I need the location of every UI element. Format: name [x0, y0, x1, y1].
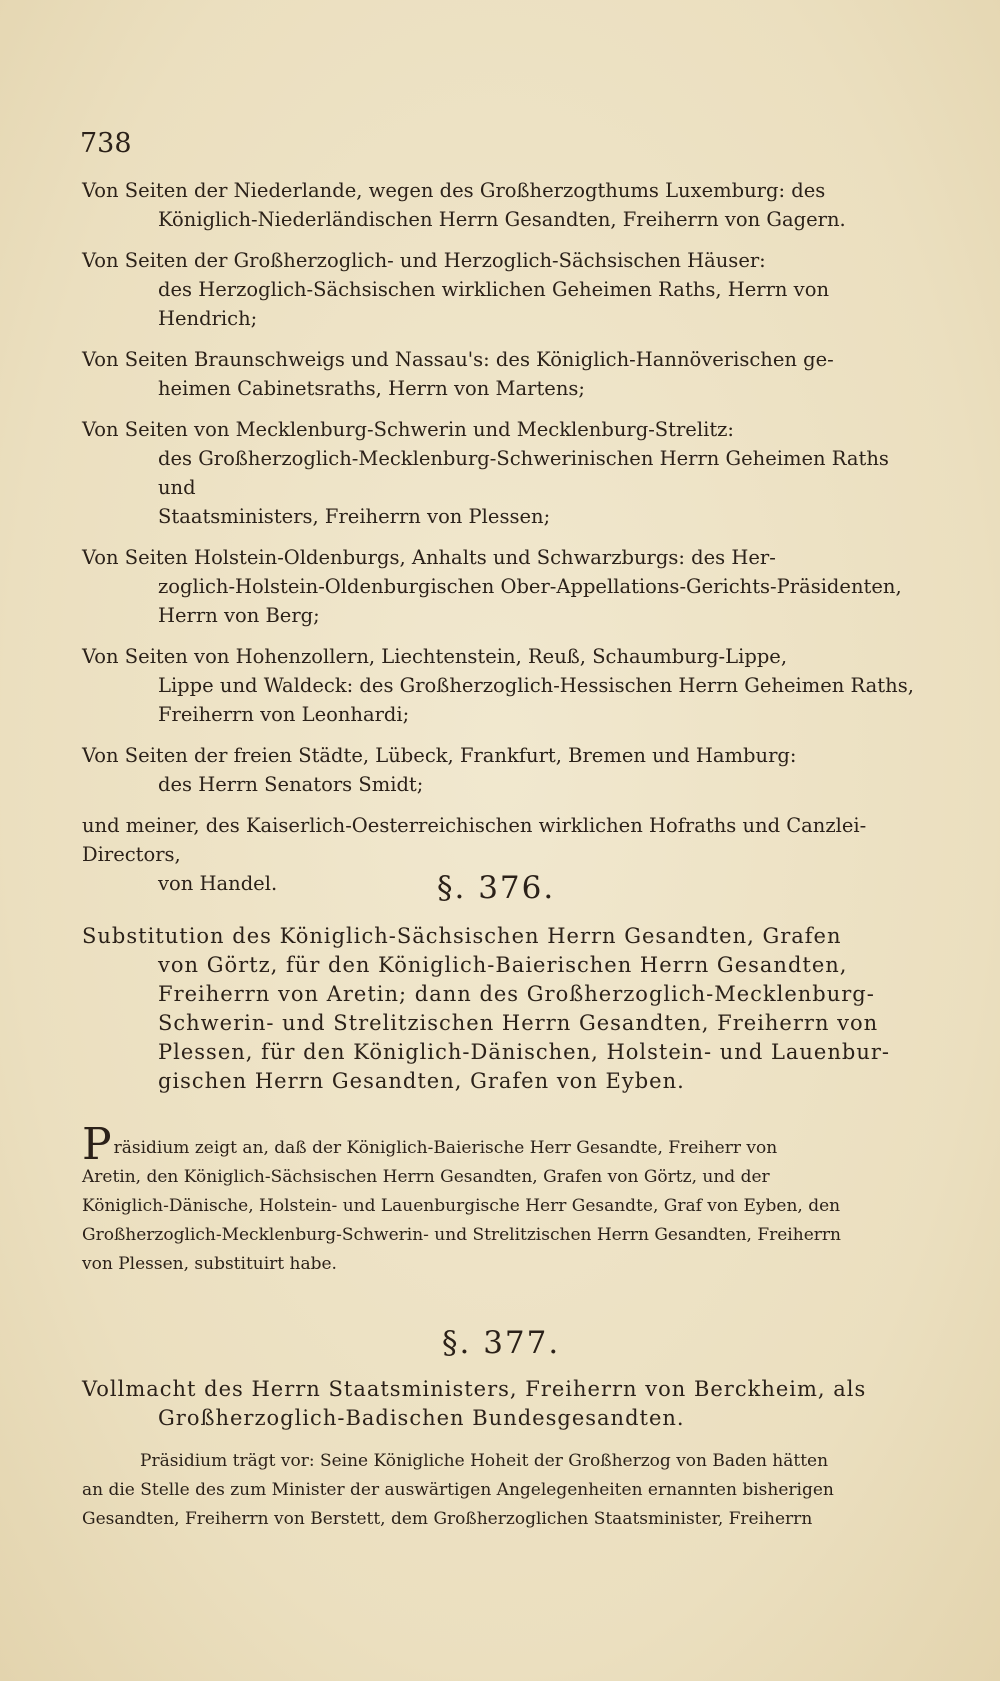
- list-item: [82, 741, 922, 799]
- section-number: §. 377.: [442, 1325, 561, 1361]
- list-item: [82, 543, 922, 630]
- drop-cap: P: [82, 1119, 112, 1170]
- entry-line: Staatsministers, Freiherrn von Plessen;: [158, 505, 551, 528]
- list-item: [82, 176, 922, 234]
- entry-line: Von Seiten der Niederlande, wegen des Großherzogthums Luxemburg: des: [82, 179, 826, 202]
- entry-line: Von Seiten der Großherzoglich- und Herzoglich-Sächsischen Häuser:: [82, 249, 766, 272]
- entry-line: Von Seiten Braunschweigs und Nassau's: des Königlich-Hannöverischen ge-: [82, 348, 834, 371]
- entry-line: des Herrn Senators Smidt;: [158, 773, 424, 796]
- heading-line: Substitution des Königlich-Sächsischen Herrn Gesandten, Grafen: [82, 924, 842, 948]
- entry-line: Von Seiten von Hohenzollern, Liechtenstein, Reuß, Schaumburg-Lippe,: [82, 645, 788, 668]
- list-item: [82, 415, 922, 531]
- entry-line: des Großherzoglich-Mecklenburg-Schwerinischen Herrn Geheimen Raths und: [158, 447, 889, 499]
- body-line: Präsidium trägt vor: Seine Königliche Hoheit der Großherzog von Baden hätten: [140, 1451, 829, 1471]
- body-line: Königlich-Dänische, Holstein- und Lauenburgische Herr Gesandte, Graf von Eyben, den: [82, 1196, 841, 1216]
- body-line: an die Stelle des zum Minister der auswärtigen Angelegenheiten ernannten bisherigen: [82, 1480, 834, 1500]
- closing-text: und meiner, des Kaiserlich-Oesterreichischen wirklichen Hofraths und Canzlei-Directors,: [82, 814, 867, 866]
- entry-line: Von Seiten von Mecklenburg-Schwerin und Mecklenburg-Strelitz:: [82, 418, 734, 441]
- list-item: [82, 345, 922, 403]
- entry-line: Lippe und Waldeck: des Großherzoglich-Hessischen Herrn Geheimen Raths,: [158, 674, 914, 697]
- entry-line: Von Seiten Holstein-Oldenburgs, Anhalts und Schwarzburgs: des Her-: [82, 546, 776, 569]
- entry-line: Freiherrn von Leonhardi;: [158, 703, 410, 726]
- heading-line: Vollmacht des Herrn Staatsministers, Freiherrn von Berckheim, als: [82, 1377, 867, 1401]
- body-line: von Plessen, substituirt habe.: [82, 1254, 337, 1274]
- entry-line: Königlich-Niederländischen Herrn Gesandten, Freiherrn von Gagern.: [158, 208, 846, 231]
- heading-line: Freiherrn von Aretin; dann des Großherzoglich-Mecklenburg-: [158, 982, 875, 1006]
- entry-line: Herrn von Berg;: [158, 604, 320, 627]
- section-body: [82, 1119, 922, 1279]
- body-line: Aretin, den Königlich-Sächsischen Herrn Gesandten, Grafen von Görtz, und der: [82, 1167, 770, 1187]
- heading-line: Schwerin- und Strelitzischen Herrn Gesandten, Freiherrn von: [158, 1011, 879, 1035]
- heading-line: gischen Herrn Gesandten, Grafen von Eyben.: [158, 1069, 685, 1093]
- heading-line: Plessen, für den Königlich-Dänischen, Holstein- und Lauenbur-: [158, 1040, 890, 1064]
- entry-line: Von Seiten der freien Städte, Lübeck, Frankfurt, Bremen und Hamburg:: [82, 744, 797, 767]
- section-heading: [82, 1375, 922, 1433]
- body-line: Großherzoglich-Mecklenburg-Schwerin- und Strelitzischen Herrn Gesandten, Freiherrn: [82, 1225, 841, 1245]
- list-item: [82, 642, 922, 729]
- list-item: [82, 246, 922, 333]
- entry-line: heimen Cabinetsraths, Herrn von Martens;: [158, 377, 585, 400]
- heading-line: von Görtz, für den Königlich-Baierischen Herrn Gesandten,: [158, 953, 848, 977]
- section-body: [82, 1447, 922, 1534]
- page-number: 738: [80, 128, 132, 159]
- delegates-list: [82, 176, 922, 898]
- section-heading: [82, 922, 922, 1096]
- closing-text: von Handel.: [158, 872, 278, 895]
- body-line: Gesandten, Freiherrn von Berstett, dem Großherzoglichen Staatsminister, Freiherrn: [82, 1509, 813, 1529]
- body-line: räsidium zeigt an, daß der Königlich-Baierische Herr Gesandte, Freiherr von: [113, 1138, 778, 1158]
- heading-line: Großherzoglich-Badischen Bundesgesandten.: [158, 1406, 685, 1430]
- section-number: §. 376.: [437, 870, 556, 906]
- entry-line: des Herzoglich-Sächsischen wirklichen Geheimen Raths, Herrn von Hendrich;: [158, 278, 829, 330]
- entry-line: zoglich-Holstein-Oldenburgischen Ober-Appellations-Gerichts-Präsidenten,: [158, 575, 902, 598]
